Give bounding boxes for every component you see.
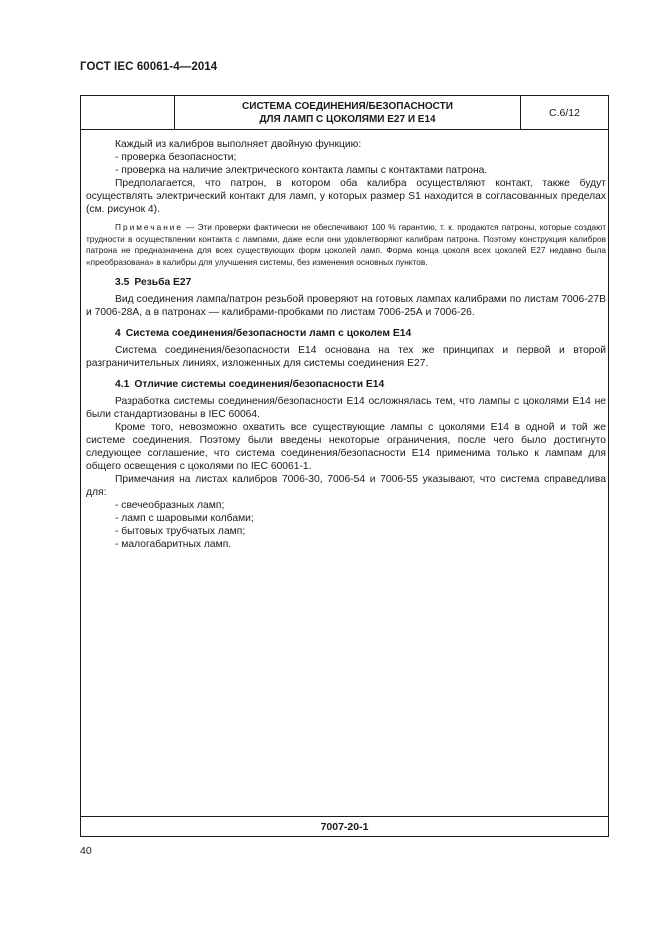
sheet-title-line-2: ДЛЯ ЛАМП С ЦОКОЛЯМИ Е27 И Е14 (259, 113, 436, 125)
page-number: 40 (80, 845, 92, 857)
list-item: - бытовых трубчатых ламп; (115, 526, 246, 538)
sheet-footer-code: 7007-20-1 (81, 816, 608, 836)
list-item: - свечеобразных ламп; (115, 500, 225, 512)
header-empty-cell (81, 96, 175, 129)
list-item: - ламп с шаровыми колбами; (115, 513, 254, 525)
note-text: — Эти проверки фактически не обеспечивают 100 % гарантию, т. к. продаются патроны, которые создают трудности в осуществлении контакта с лампами, даже если они удовлетворяют калибрам патрона. Поэтому конструкция калибров патрона не предназначена для всех существующих форм цоколей ламп. Форма конца цоколя всех цоколей Е27 недавно была «преобразована» в калибры для улучшения системы, без изменения основных пунктов. (86, 222, 606, 267)
section-number: 4.1 (115, 379, 130, 391)
paragraph: Примечания на листах калибров 7006-30, 7006-54 и 7006-55 указывают, что система справедлива для: (86, 474, 606, 499)
sheet-number: С.6/12 (549, 106, 580, 119)
paragraph: Система соединения/безопасности Е14 основана на тех же принципах и первой и второй разграничительных линиях, изложенных для системы соединения Е27. (86, 345, 606, 370)
paragraph: Вид соединения лампа/патрон резьбой проверяют на готовых лампах калибрами по листам 7006-27В и 7006-28А, а в патронах — калибрами-пробками по листам 7006-25А и 7006-26. (86, 294, 606, 319)
sheet-title (175, 96, 521, 129)
paragraph: Разработка системы соединения/безопасности Е14 осложнялась тем, что лампы с цоколями Е14 не были стандартизованы в IEC 60064. (86, 396, 606, 421)
section-title: Система соединения/безопасности ламп с цоколем Е14 (125, 328, 412, 340)
section-title: Отличие системы соединения/безопасности Е14 (134, 379, 385, 391)
sheet-frame (80, 95, 609, 837)
note-label: Примечание (115, 222, 184, 232)
paragraph: Предполагается, что патрон, в котором оба калибра осуществляют контакт, также будут осуществлять электрический контакт для ламп, у которых размер S1 находится в согласованных пределах (см. рисунок 4). (86, 178, 606, 215)
sheet-content (86, 138, 606, 551)
paragraph: Кроме того, невозможно охватить все существующие лампы с цоколями Е14 в одной и той же системе соединения. Поэтому были введены некоторые ограничения, после чего было достигнуто следующее соглашение, что система соединения/безопасности Е14 применима только к лампам для общего освещения с цоколями по IEC 60061-1. (86, 422, 606, 473)
paragraph: - проверка на наличие электрического контакта лампы с контактами патрона. (115, 165, 488, 176)
section-heading-4-1 (86, 378, 606, 391)
section-title: Резьба Е27 (134, 277, 192, 289)
sheet-header (81, 96, 608, 130)
note (86, 222, 606, 268)
section-number: 4 (115, 328, 121, 340)
paragraph: Каждый из калибров выполняет двойную функцию: (115, 139, 362, 150)
section-heading-3-5 (86, 276, 606, 289)
sheet-title-line-1: СИСТЕМА СОЕДИНЕНИЯ/БЕЗОПАСНОСТИ (242, 100, 453, 112)
section-heading-4 (86, 327, 606, 340)
paragraph: - проверка безопасности; (115, 152, 237, 163)
section-number: 3.5 (115, 277, 130, 289)
document-code: ГОСТ IEC 60061-4—2014 (80, 61, 218, 73)
list-item: - малогабаритных ламп. (115, 539, 232, 551)
